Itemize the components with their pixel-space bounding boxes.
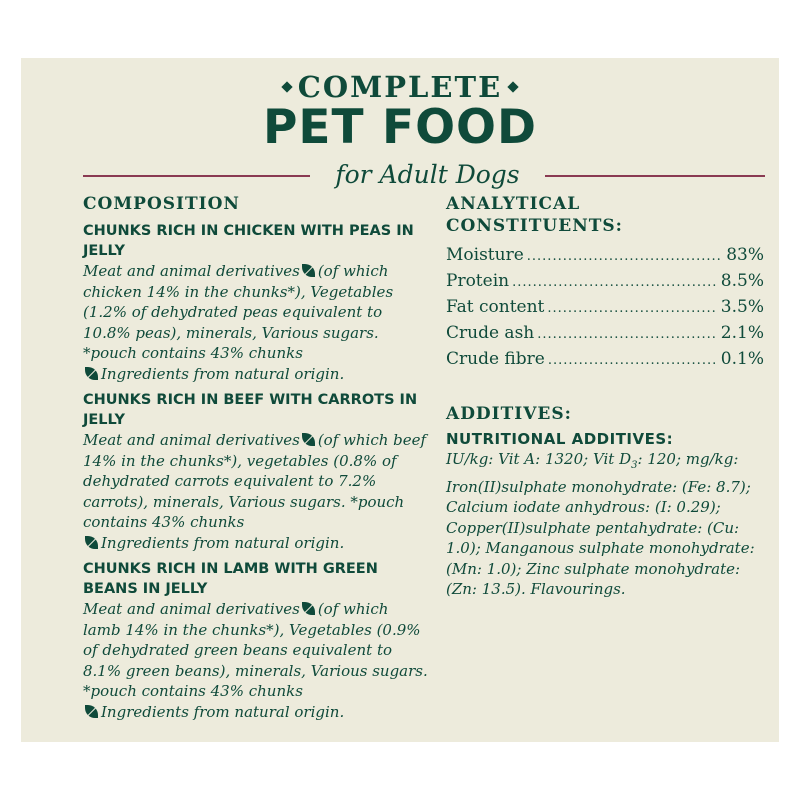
label-panel (21, 58, 779, 742)
additives-title: ADDITIVES: (446, 404, 572, 424)
analytical-value: 3.5% (720, 297, 764, 317)
analytical-value: 0.1% (720, 349, 764, 369)
diamond-icon-right (508, 81, 519, 92)
composition-title: COMPOSITION (83, 194, 240, 214)
analysis-column (446, 193, 771, 600)
analytical-label: Crude fibre (446, 349, 545, 369)
diamond-icon-left (281, 81, 292, 92)
analytical-row-fat (446, 295, 764, 321)
subtitle: for Adult Dogs (335, 160, 520, 189)
additives-text (446, 449, 768, 600)
recipe-ingredients (83, 430, 428, 533)
divider-left (83, 175, 310, 177)
recipe-beef (83, 390, 428, 553)
recipe-chicken (83, 221, 428, 384)
analytical-row-protein (446, 269, 764, 295)
analytical-label: Moisture (446, 245, 524, 265)
dot-leader (512, 271, 718, 295)
analytical-row-moisture (446, 243, 764, 269)
ingredients-start: Meat and animal derivatives (83, 262, 300, 280)
analytical-title-line2: CONSTITUENTS: (446, 216, 623, 236)
composition-column (83, 193, 428, 722)
leaf-icon (302, 433, 315, 446)
recipe-ingredients (83, 599, 428, 702)
additives-text-rest: : 120; mg/kg: Iron(II)sulphate monohydrate: (Fe: 8.7); Calcium iodate anhydrous: (I: 0.29); Copper(II)sulphate pentahydrate: (Cu: 1.0); Manganous sulphate monohydrate: (Mn: 1.0); Zinc sulphate monohydrate: (Zn: 13.5). Flavourings. (446, 450, 755, 598)
ingredients-rest: (of which chicken 14% in the chunks*), Vegetables (1.2% of dehydrated peas equivalent to 10.8% peas), minerals, Various sugars. *pouch contains 43% chunks (83, 262, 394, 362)
ingredients-rest: (of which beef 14% in the chunks*), vegetables (0.8% of dehydrated carrots equivalent to 7.2% carrots), minerals, Various sugars. *pouch contains 43% chunks (83, 431, 427, 531)
analytical-value: 8.5% (720, 271, 764, 291)
dot-leader (527, 245, 723, 269)
recipe-lamb (83, 559, 428, 722)
ingredients-rest: (of which lamb 14% in the chunks*), Vegetables (0.9% of dehydrated green beans equivalent to 8.1% green beans), minerals, Various sugars. *pouch contains 43% chunks (83, 600, 428, 700)
analytical-row-ash (446, 321, 764, 347)
divider-right (545, 175, 765, 177)
recipe-ingredients (83, 261, 428, 364)
recipe-name: CHUNKS RICH IN BEEF WITH CARROTS IN JELLY (83, 392, 418, 428)
recipe-name: CHUNKS RICH IN LAMB WITH GREEN BEANS IN JELLY (83, 561, 378, 597)
recipe-name: CHUNKS RICH IN CHICKEN WITH PEAS IN JELLY (83, 223, 414, 259)
analytical-label: Protein (446, 271, 510, 291)
natural-origin-note (83, 533, 428, 554)
analytical-label: Crude ash (446, 323, 535, 343)
dot-leader (547, 297, 717, 321)
pet-food-heading: PET FOOD (262, 100, 537, 155)
ingredients-start: Meat and animal derivatives (83, 431, 300, 449)
leaf-icon (302, 264, 315, 277)
dot-leader (548, 349, 718, 373)
leaf-icon (302, 602, 315, 615)
ingredients-start: Meat and animal derivatives (83, 600, 300, 618)
natural-origin-note (83, 702, 428, 723)
vitamin-d-subscript: 3 (631, 460, 638, 471)
additives-text-start: IU/kg: Vit A: 1320; Vit D (446, 450, 632, 468)
natural-origin-text: Ingredients from natural origin. (101, 533, 345, 552)
natural-origin-note (83, 364, 428, 385)
leaf-icon (85, 705, 98, 718)
complete-text: COMPLETE (297, 70, 503, 104)
natural-origin-text: Ingredients from natural origin. (101, 364, 345, 383)
analytical-table (446, 243, 771, 373)
analytical-title-line1: ANALYTICAL (446, 194, 581, 214)
analytical-value: 83% (726, 245, 764, 265)
analytical-row-fibre (446, 347, 764, 373)
natural-origin-text: Ingredients from natural origin. (101, 702, 345, 721)
leaf-icon (85, 367, 98, 380)
leaf-icon (85, 536, 98, 549)
analytical-label: Fat content (446, 297, 545, 317)
complete-heading (21, 70, 779, 104)
nutritional-additives-title: NUTRITIONAL ADDITIVES: (446, 430, 674, 448)
dot-leader (537, 323, 718, 347)
analytical-value: 2.1% (720, 323, 764, 343)
